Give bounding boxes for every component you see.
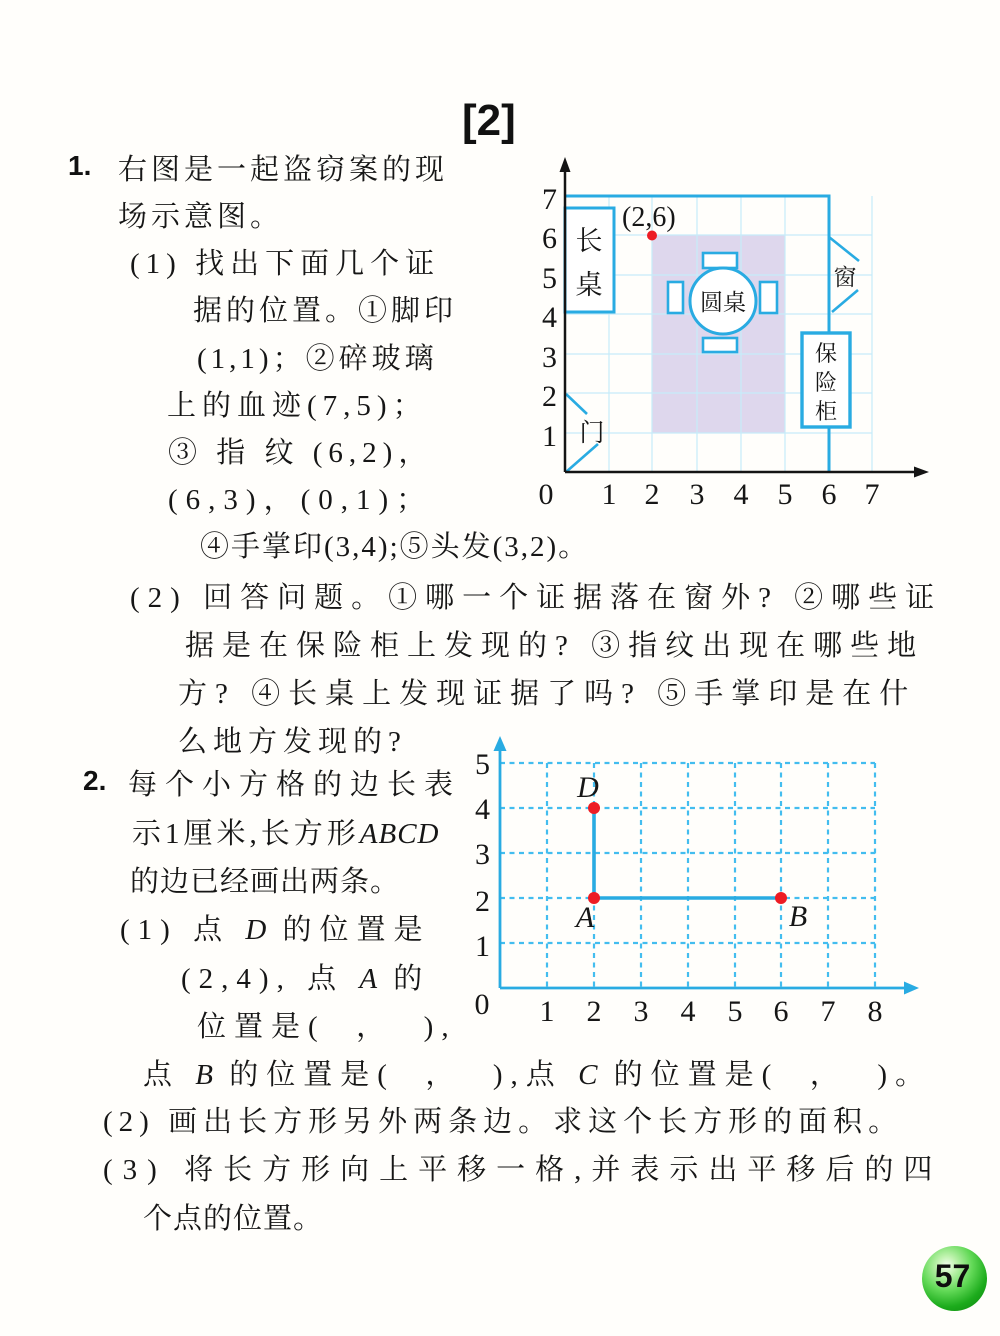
page-title: [2] <box>462 96 516 145</box>
tick-label: 1 <box>542 420 557 453</box>
diagram1-y-ticks <box>542 183 557 453</box>
problem1-line: (6,3)，(0,1)； <box>168 484 434 516</box>
chair-top <box>703 253 737 268</box>
page-number: 57 <box>934 1258 971 1294</box>
problem2-line: 的边已经画出两条。 <box>130 866 401 898</box>
tick-label: 2 <box>586 995 602 1028</box>
problem2-line <box>120 912 431 948</box>
tick-label: 2 <box>542 380 557 413</box>
diagram2-x-ticks <box>475 988 883 1028</box>
diagram2-abcd-grid <box>440 731 985 1033</box>
problem2-line <box>143 1057 932 1093</box>
tick-label: 5 <box>475 748 490 781</box>
tick-label: 6 <box>773 995 789 1028</box>
window-label: 窗 <box>833 265 857 290</box>
diagram2-dashed-gridlines <box>500 763 875 988</box>
tick-label: 4 <box>542 301 557 334</box>
text-segment: (2,4), 点 <box>181 963 360 995</box>
tick-label: 7 <box>542 183 557 216</box>
problem1-line: 据是在保险柜上发现的? ③指纹出现在哪些地 <box>185 630 925 662</box>
diagram1-x-ticks <box>539 478 880 511</box>
safe-label-char: 险 <box>814 370 838 395</box>
problem1-line: 方? ④长桌上发现证据了吗? ⑤手掌印是在什 <box>178 678 917 710</box>
chair-right <box>760 282 777 313</box>
tick-label: 2 <box>475 885 490 918</box>
safe-label-char: 保 <box>814 341 838 366</box>
point-a-label: A <box>575 901 595 934</box>
tick-label: 7 <box>864 478 880 511</box>
tick-label: 4 <box>475 793 490 826</box>
origin-label: 0 <box>538 478 554 511</box>
tick-label: 3 <box>475 838 490 871</box>
chair-left <box>668 282 683 313</box>
tick-label: 7 <box>820 995 836 1028</box>
point-name-b: B <box>195 1059 214 1091</box>
page-number-badge <box>922 1246 987 1311</box>
safe-label-char: 柜 <box>814 399 838 424</box>
problem2-line: 每个小方格的边长表 <box>128 769 462 801</box>
tick-label: 5 <box>727 995 743 1028</box>
rect-name-abcd: ABCD <box>359 818 440 850</box>
problem2-number: 2. <box>83 765 107 796</box>
problem1-line: 么地方发现的? <box>178 726 407 758</box>
problem2-line: 位置是( ， ), <box>197 1011 457 1043</box>
point-d-label: D <box>577 771 599 804</box>
point-name-d: D <box>245 914 268 946</box>
problem1-line: ③ 指 纹 (6,2)， <box>168 437 434 469</box>
origin-label: 0 <box>474 988 490 1021</box>
chair-bottom <box>703 338 737 352</box>
tick-label: 3 <box>633 995 649 1028</box>
problem1-line: 据的位置。①脚印 <box>193 295 458 327</box>
tick-label: 1 <box>475 930 490 963</box>
tick-label: 5 <box>777 478 793 511</box>
tick-label: 3 <box>689 478 705 511</box>
text-segment: 的 <box>378 963 431 995</box>
diagram1-crime-scene-map <box>520 148 940 520</box>
problem2-line <box>132 816 439 852</box>
problem1-line: ④手掌印(3,4);⑤头发(3,2)。 <box>200 531 590 563</box>
tick-label: 8 <box>867 995 883 1028</box>
problem2-line: (3) 将长方形向上平移一格,并表示出平移后的四 <box>103 1154 943 1186</box>
door-label: 门 <box>579 420 605 447</box>
problem1-line: (1) 找出下面几个证 <box>130 248 441 280</box>
text-segment: 示1厘米,长方形 <box>132 818 360 850</box>
y-axis-arrow <box>560 157 571 172</box>
x-axis-arrow <box>914 467 929 478</box>
y-axis-arrow <box>494 736 507 751</box>
diagram2-y-ticks <box>475 748 490 963</box>
point-name-c: C <box>578 1059 599 1091</box>
problem2-line: 个点的位置。 <box>143 1203 324 1235</box>
x-axis-arrow <box>904 982 919 995</box>
tick-label: 4 <box>733 478 749 511</box>
text-segment: (1) 点 <box>120 914 246 946</box>
tick-label: 5 <box>542 262 557 295</box>
point-name-a: A <box>359 963 379 995</box>
problem1-number: 1. <box>68 150 92 181</box>
tick-label: 2 <box>644 478 660 511</box>
problem2-line: (2) 画出长方形另外两条边。求这个长方形的面积。 <box>103 1106 904 1138</box>
problem1-line: 场示意图。 <box>118 201 284 233</box>
text-segment: 点 <box>143 1059 196 1091</box>
point-b-label: B <box>788 900 808 933</box>
tick-label: 1 <box>601 478 617 511</box>
tick-label: 4 <box>680 995 696 1028</box>
text-segment: 的位置是( ， ),点 <box>213 1059 579 1091</box>
problem1-line: 上的血迹(7,5)； <box>167 390 428 422</box>
text-segment: 的位置是 <box>267 914 431 946</box>
tick-label: 6 <box>821 478 837 511</box>
diagram2-axes <box>500 749 906 988</box>
point-b-dot <box>775 892 787 904</box>
long-table-label-char: 长 <box>575 226 603 256</box>
problem1-line: 右图是一起盗窃案的现 <box>118 154 449 186</box>
long-table-label-char: 桌 <box>575 270 603 300</box>
round-table-label: 圆桌 <box>700 290 746 315</box>
problem2-line <box>181 961 430 997</box>
problem1-line: (2) 回答问题。①哪一个证据落在窗外? ②哪些证 <box>130 582 943 614</box>
tick-label: 6 <box>542 222 557 255</box>
text-segment: 的位置是( ， )。 <box>598 1059 932 1091</box>
tick-label: 3 <box>542 341 557 374</box>
tick-label: 1 <box>539 995 555 1028</box>
evidence-point-label: (2,6) <box>622 202 676 233</box>
problem1-line: (1,1)；②碎玻璃 <box>197 343 438 375</box>
